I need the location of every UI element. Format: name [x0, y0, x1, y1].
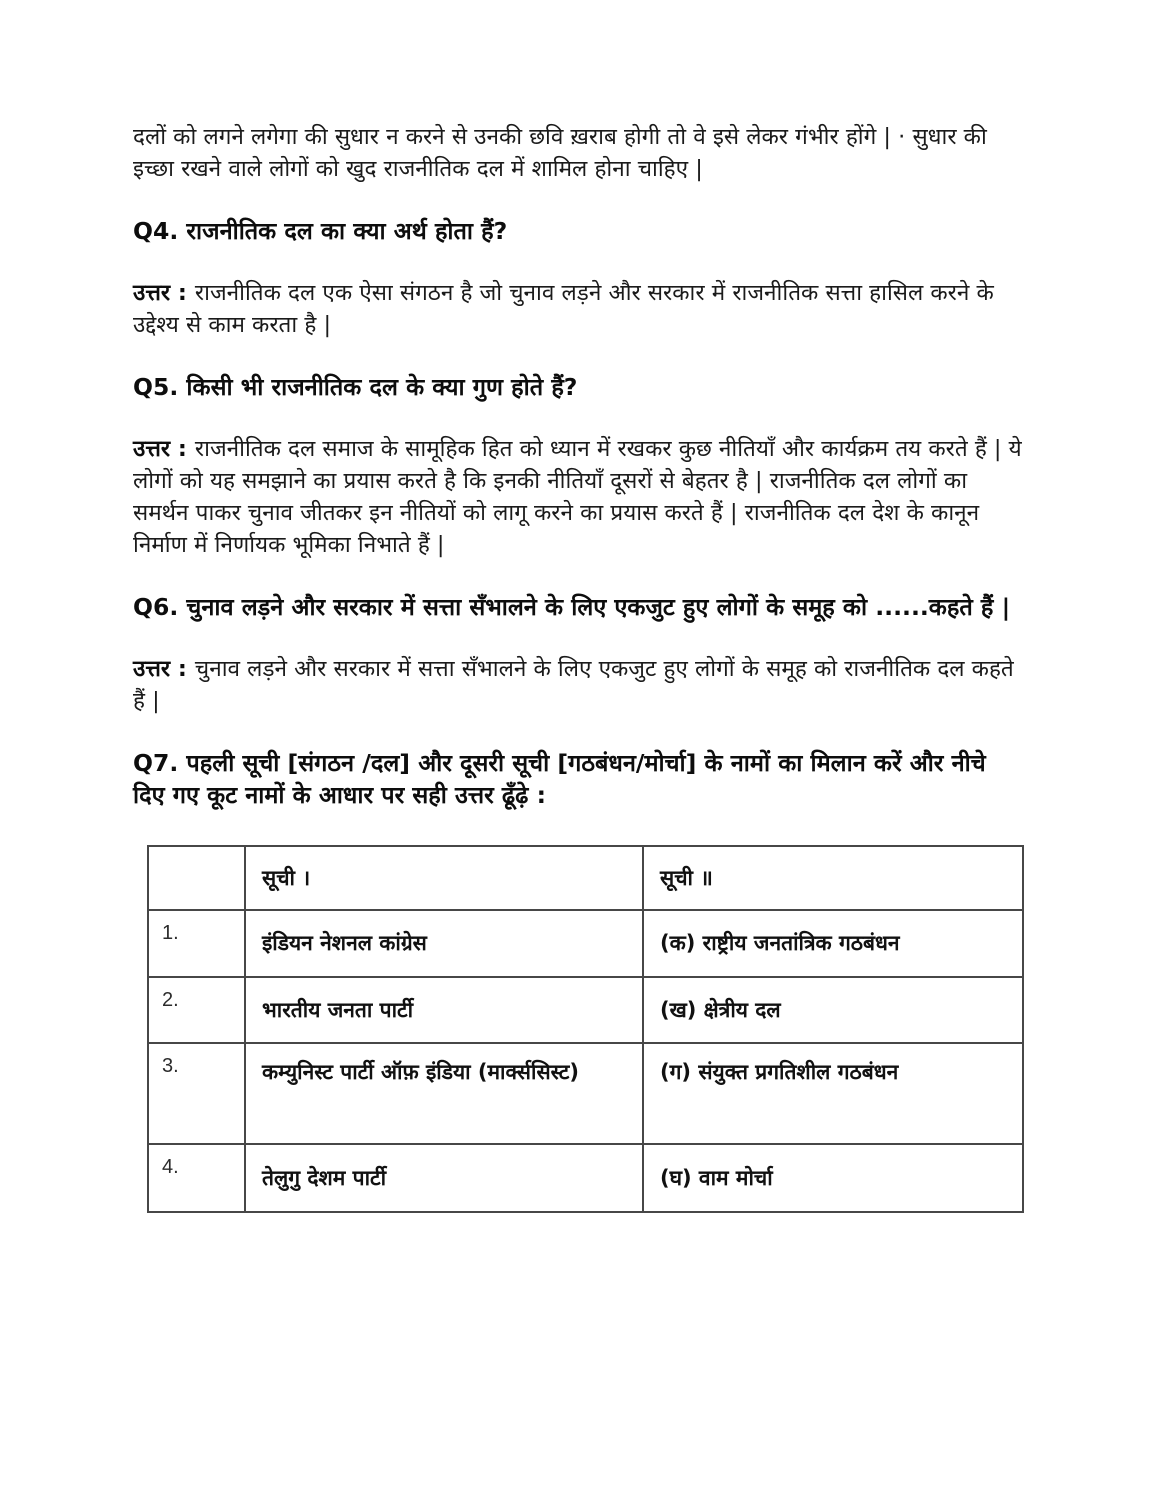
list1-cell: इंडियन नेशनल कांग्रेस — [245, 910, 643, 977]
table-row — [148, 977, 1023, 1043]
table-row — [148, 910, 1023, 977]
row-number-cell: 1. — [148, 910, 245, 977]
answer-q5 — [133, 433, 1025, 561]
header-list1-cell: सूची । — [245, 846, 643, 910]
answer-q6-label: उत्तर : — [133, 656, 187, 682]
question-q5: Q5. किसी भी राजनीतिक दल के क्या गुण होते हैं? — [133, 373, 578, 401]
list2-cell: (ख) क्षेत्रीय दल — [643, 977, 1023, 1043]
list1-cell: भारतीय जनता पार्टी — [245, 977, 643, 1043]
table-row — [148, 1144, 1023, 1212]
list2-cell: (क) राष्ट्रीय जनतांत्रिक गठबंधन — [643, 910, 1023, 977]
answer-q4-label: उत्तर : — [133, 280, 187, 306]
table-header-row — [148, 846, 1023, 910]
question-q7: Q7. पहली सूची [संगठन /दल] और दूसरी सूची [गठबंधन/मोर्चा] के नामों का मिलान करें और नीचे दिए गए कूट नामों के आधार पर सही उत्तर ढूँढ़े : — [133, 749, 986, 809]
list1-cell: कम्युनिस्ट पार्टी ऑफ़ इंडिया (मार्क्ससिस्ट) — [245, 1043, 643, 1144]
header-empty-cell — [148, 846, 245, 910]
question-q4: Q4. राजनीतिक दल का क्या अर्थ होता हैं? — [133, 217, 508, 245]
answer-q5-text: राजनीतिक दल समाज के सामूहिक हित को ध्यान में रखकर कुछ नीतियाँ और कार्यक्रम तय करते हैं | ये लोगों को यह समझाने का प्रयास करते है कि इनकी नीतियाँ दूसरों से बेहतर है | राजनीतिक दल लोगों का समर्थन पाकर चुनाव जीतकर इन नीतियों को लागू करने का प्रयास करते हैं | राजनीतिक दल देश के कानून निर्माण में निर्णायक भूमिका निभाते हैं | — [133, 436, 1022, 558]
row-number-cell: 4. — [148, 1144, 245, 1212]
page-content — [133, 121, 1025, 1213]
answer-q4 — [133, 277, 1025, 341]
answer-q4-text: राजनीतिक दल एक ऐसा संगठन है जो चुनाव लड़ने और सरकार में राजनीतिक सत्ता हासिल करने के उद्देश्य से काम करता है | — [133, 280, 994, 338]
table-row — [148, 1043, 1023, 1144]
answer-q6 — [133, 653, 1025, 717]
row-number-cell: 3. — [148, 1043, 245, 1144]
question-q6: Q6. चुनाव लड़ने और सरकार में सत्ता सँभालने के लिए एकजुट हुए लोगों के समूह को ......कहते हैं | — [133, 593, 1011, 621]
match-table — [147, 845, 1024, 1213]
intro-paragraph: दलों को लगने लगेगा की सुधार न करने से उनकी छवि ख़राब होगी तो वे इसे लेकर गंभीर होंगे | · सुधार की इच्छा रखने वाले लोगों को खुद राजनीतिक दल में शामिल होना चाहिए | — [133, 124, 987, 182]
answer-q5-label: उत्तर : — [133, 436, 187, 462]
header-list2-cell: सूची ॥ — [643, 846, 1023, 910]
list2-cell: (घ) वाम मोर्चा — [643, 1144, 1023, 1212]
list1-cell: तेलुगु देशम पार्टी — [245, 1144, 643, 1212]
answer-q6-text: चुनाव लड़ने और सरकार में सत्ता सँभालने के लिए एकजुट हुए लोगों के समूह को राजनीतिक दल कहते हैं | — [133, 656, 1014, 714]
row-number-cell: 2. — [148, 977, 245, 1043]
list2-cell: (ग) संयुक्त प्रगतिशील गठबंधन — [643, 1043, 1023, 1144]
